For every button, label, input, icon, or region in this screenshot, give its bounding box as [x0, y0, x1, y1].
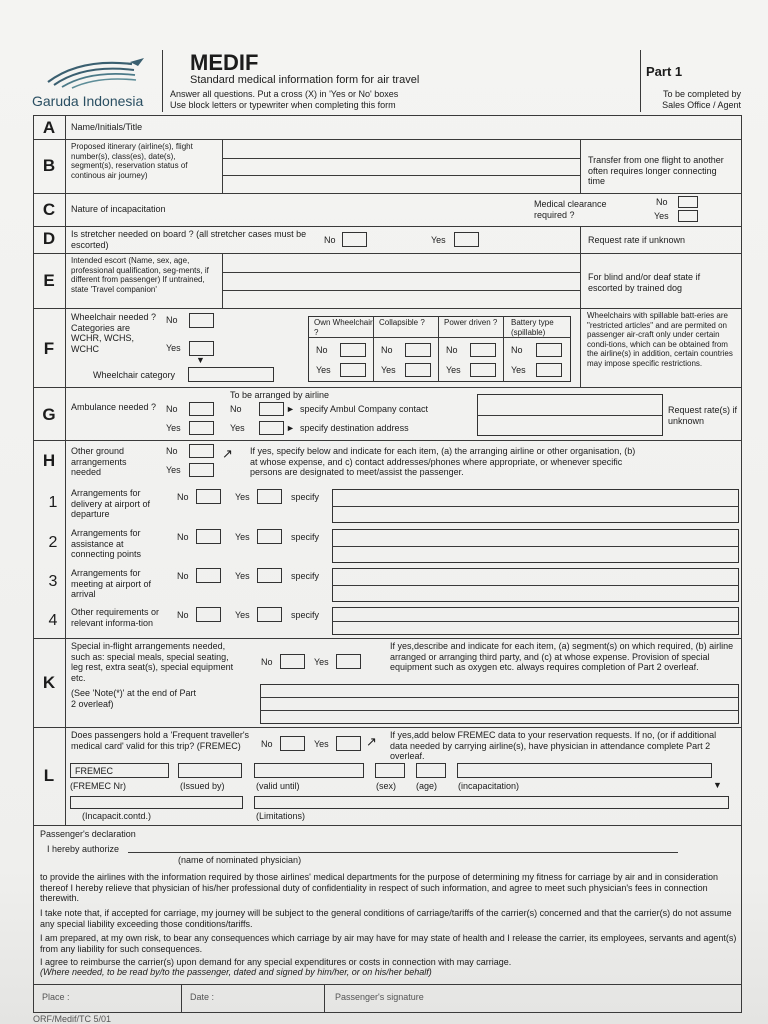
- item-label-4: Other requirements or relevant informa-tion: [71, 607, 160, 628]
- age-caption: (age): [416, 781, 438, 791]
- arrow-right-icon: ►: [286, 404, 295, 414]
- fremec-no-label: No: [261, 739, 273, 749]
- arrow-right-icon: ►: [286, 423, 295, 433]
- item-4-no-checkbox[interactable]: [196, 607, 221, 622]
- own-no-checkbox[interactable]: [340, 343, 366, 357]
- date-label: Date :: [190, 992, 215, 1002]
- own-wheelchair-label: Own Wheelchair ?: [314, 318, 373, 337]
- arranged-by-airline-label: To be arranged by airline: [230, 390, 330, 400]
- issued-by-caption: (Issued by): [180, 781, 225, 791]
- item-2-specify-label: specify: [291, 532, 320, 542]
- item-2-yes-label: Yes: [235, 532, 250, 542]
- item-3-specify-label: specify: [291, 571, 320, 581]
- ambulance-no-label: No: [166, 404, 178, 414]
- section-letter-g: G: [42, 405, 56, 424]
- wheelchair-no-checkbox[interactable]: [189, 313, 214, 328]
- signature-label: Passenger's signature: [335, 992, 424, 1002]
- item-3-yes-checkbox[interactable]: [257, 568, 282, 583]
- escort-label: Intended escort (Name, sex, age, professional qualification, seg-ments, if different from passenger) If untrained, state 'Travel companion': [71, 256, 209, 294]
- stretcher-note: Request rate if unknown: [588, 235, 686, 245]
- inflight-yes-label: Yes: [314, 657, 329, 667]
- escort-line-2[interactable]: [222, 290, 580, 291]
- form-subtitle: Standard medical information form for air travel: [190, 74, 420, 86]
- fremec-yes-checkbox[interactable]: [336, 736, 361, 751]
- battery-yes-checkbox[interactable]: [536, 363, 562, 377]
- ambulance-label: Ambulance needed ?: [71, 402, 157, 412]
- declaration-paragraph-5: (Where needed, to be read by/to the passenger, dated and signed by him/her, or on his/her behalf): [40, 967, 432, 977]
- ambulance-no-checkbox[interactable]: [189, 402, 214, 416]
- ambulance-yes-label: Yes: [166, 423, 181, 433]
- arranged-yes-label: Yes: [230, 423, 245, 433]
- item-number-3: 3: [48, 573, 58, 590]
- valid-until-input[interactable]: [254, 763, 364, 778]
- section-letter-f: F: [43, 339, 55, 358]
- arranged-yes-checkbox[interactable]: [259, 421, 284, 435]
- arrow-down-icon: ▼: [196, 355, 205, 365]
- item-label-2: Arrangements for assistance at connecting points: [71, 528, 142, 559]
- item-number-2: 2: [48, 534, 58, 551]
- sex-input[interactable]: [375, 763, 405, 778]
- fremec-no-checkbox[interactable]: [280, 736, 305, 751]
- collapsible-yes-checkbox[interactable]: [405, 363, 431, 377]
- inflight-label: Special in-flight arrangements needed, such as: special meals, special seating, leg rest, extra seat(s), special equipment etc.: [71, 641, 234, 683]
- item-3-no-label: No: [177, 571, 189, 581]
- section-letter-h: H: [42, 451, 56, 470]
- ground-yes-checkbox[interactable]: [189, 463, 214, 477]
- item-number-4: 4: [48, 612, 58, 629]
- inflight-yes-checkbox[interactable]: [336, 654, 361, 669]
- incapacitation-contd-caption: (Incapacit.contd.): [82, 811, 152, 821]
- instruction-1: Answer all questions. Put a cross (X) in 'Yes or No' boxes: [170, 89, 399, 99]
- arrow-up-right-icon: ↗: [222, 446, 233, 461]
- valid-until-caption: (valid until): [256, 781, 300, 791]
- arrow-up-right-icon: ↗: [366, 734, 377, 749]
- ambulance-yes-checkbox[interactable]: [189, 421, 214, 435]
- power-yes-label: Yes: [446, 365, 461, 375]
- declaration-paragraph-1: to provide the airlines with the information required by those airlines' medical departments for the purpose of determining my fitness for carriage by air and in consideration thereof I hereby relieve that physician of his/her professional duty of confidentiality in respect of such information, and agree to meet such physician's fees in connection therewith.: [40, 872, 719, 903]
- inflight-no-checkbox[interactable]: [280, 654, 305, 669]
- declaration-title: Passenger's declaration: [40, 829, 136, 839]
- power-no-label: No: [446, 345, 458, 355]
- power-yes-checkbox[interactable]: [470, 363, 496, 377]
- instruction-2: Use block letters or typewriter when completing this form: [170, 100, 396, 110]
- stretcher-yes-label: Yes: [431, 235, 446, 245]
- form-title: MEDIF: [190, 50, 259, 75]
- section-letter-e: E: [43, 271, 55, 290]
- destination-address-label: specify destination address: [300, 423, 409, 433]
- wheelchair-category-input[interactable]: [188, 367, 274, 382]
- spillable-battery-note: Wheelchairs with spillable batt-eries are "restricted articles" and are permited on passenger air-craft only under certain condi-tions, which can be obtained from the airline(s) in addition, certain countries may impose specific restrictions.: [587, 311, 733, 368]
- item-4-yes-checkbox[interactable]: [257, 607, 282, 622]
- arrow-down-icon: ▼: [713, 780, 722, 790]
- fremec-note: If yes,add below FREMEC data to your reservation requests. If no, (or if additional data needed by carrying airline(s), have physician in attendance complete Part 2 overleaf.: [390, 730, 717, 761]
- collapsible-no-checkbox[interactable]: [405, 343, 431, 357]
- section-letter-k: K: [42, 673, 56, 692]
- item-4-yes-label: Yes: [235, 610, 250, 620]
- transfer-note: Transfer from one flight to another often requires longer connecting time: [588, 155, 724, 186]
- garuda-logo: [40, 52, 150, 92]
- own-yes-label: Yes: [316, 365, 331, 375]
- clearance-yes-label: Yes: [654, 211, 669, 221]
- inflight-note: If yes,describe and indicate for each item, (a) segment(s) on which required, (b) airline arranged or arranging third party, and (c) at whose expense. Provision of special equipment such as oxygen etc. always requires completion of Part 2 overleaf.: [390, 641, 734, 672]
- ground-note: If yes, specify below and indicate for each item, (a) the arranging airline or other organisation, (b) at whose expense, and c) contact addresses/phones where appropriate, or whenever specific persons are designated to meet/assist the passenger.: [250, 446, 636, 477]
- collapsible-yes-label: Yes: [381, 365, 396, 375]
- item-2-yes-checkbox[interactable]: [257, 529, 282, 544]
- section-letter-b: B: [42, 156, 56, 175]
- fremec-value: FREMEC: [75, 766, 113, 776]
- escort-line-1[interactable]: [222, 272, 580, 273]
- power-driven-label: Power driven ?: [444, 318, 498, 327]
- sex-caption: (sex): [376, 781, 396, 791]
- place-label: Place :: [42, 992, 70, 1002]
- inflight-details-input[interactable]: [260, 684, 739, 724]
- battery-no-checkbox[interactable]: [536, 343, 562, 357]
- name-label: Name/Initials/Title: [71, 122, 143, 132]
- power-no-checkbox[interactable]: [470, 343, 496, 357]
- itinerary-label: Proposed itinerary (airline(s), flight number(s), class(es), date(s), segment(s), reservation status of continous air journey): [71, 142, 193, 180]
- arranged-no-label: No: [230, 404, 242, 414]
- part-label: Part 1: [646, 64, 683, 79]
- incapacitation-label: Nature of incapacitation: [71, 204, 166, 214]
- authorize-label: I hereby authorize: [47, 844, 120, 854]
- clearance-no-checkbox[interactable]: [678, 196, 698, 208]
- fremec-yes-label: Yes: [314, 739, 329, 749]
- item-1-yes-label: Yes: [235, 492, 250, 502]
- battery-no-label: No: [511, 345, 523, 355]
- item-1-yes-checkbox[interactable]: [257, 489, 282, 504]
- battery-type-label: Battery type (spillable): [511, 318, 554, 337]
- limitations-caption: (Limitations): [256, 811, 306, 821]
- stretcher-yes-checkbox[interactable]: [454, 232, 479, 247]
- wheelchair-yes-label: Yes: [166, 343, 181, 353]
- brand-name: Garuda Indonesia: [32, 93, 144, 109]
- issued-by-input[interactable]: [178, 763, 242, 778]
- stretcher-no-checkbox[interactable]: [342, 232, 367, 247]
- inflight-no-label: No: [261, 657, 273, 667]
- fremec-question-label: Does passengers hold a 'Frequent traveller's medical card' valid for this trip? (FREMEC): [71, 730, 250, 751]
- item-label-3: Arrangements for meeting at airport of arrival: [71, 568, 152, 599]
- stretcher-label: Is stretcher needed on board ? (all stretcher cases must be escorted): [71, 229, 307, 250]
- own-yes-checkbox[interactable]: [340, 363, 366, 377]
- physician-name-line[interactable]: [128, 852, 678, 853]
- garuda-bird-icon: [40, 52, 150, 92]
- item-2-no-checkbox[interactable]: [196, 529, 221, 544]
- declaration-paragraph-4: I agree to reimburse the carrier(s) upon demand for any special expenditures or costs in connection with may carriage.: [40, 957, 512, 967]
- clearance-label: Medical clearance required ?: [534, 199, 607, 220]
- item-4-specify-label: specify: [291, 610, 320, 620]
- battery-yes-label: Yes: [511, 365, 526, 375]
- item-label-1: Arrangements for delivery at airport of departure: [71, 488, 151, 519]
- own-no-label: No: [316, 345, 328, 355]
- arranged-no-checkbox[interactable]: [259, 402, 284, 416]
- item-2-no-label: No: [177, 532, 189, 542]
- section-letter-c: C: [42, 200, 56, 219]
- guide-dog-note: For blind and/or deaf state if escorted by trained dog: [588, 272, 701, 293]
- wheelchair-label: Wheelchair needed ? Categories are WCHR, WCHS, WCHC: [71, 312, 157, 354]
- ground-yes-label: Yes: [166, 465, 181, 475]
- clearance-yes-checkbox[interactable]: [678, 210, 698, 222]
- physician-caption: (name of nominated physician): [178, 855, 302, 865]
- ambulance-rate-note: Request rate(s) if unknown: [668, 405, 738, 426]
- wheelchair-yes-checkbox[interactable]: [189, 341, 214, 356]
- limitations-input[interactable]: [254, 796, 729, 809]
- form-code: ORF/Medif/TC 5/01: [33, 1014, 112, 1024]
- stretcher-no-label: No: [324, 235, 336, 245]
- item-3-yes-label: Yes: [235, 571, 250, 581]
- section-letter-l: L: [43, 766, 55, 785]
- wheelchair-category-label: Wheelchair category: [93, 370, 176, 380]
- collapsible-label: Collapsible ?: [379, 318, 425, 327]
- incapacitation-input[interactable]: [457, 763, 712, 778]
- collapsible-no-label: No: [381, 345, 393, 355]
- item-3-no-checkbox[interactable]: [196, 568, 221, 583]
- ground-no-label: No: [166, 446, 178, 456]
- section-letter-d: D: [42, 229, 56, 248]
- item-4-no-label: No: [177, 610, 189, 620]
- ground-arrangements-label: Other ground arrangements needed: [71, 446, 127, 477]
- item-1-no-checkbox[interactable]: [196, 489, 221, 504]
- item-1-specify-label: specify: [291, 492, 320, 502]
- incapacitation-contd-input[interactable]: [70, 796, 243, 809]
- item-1-no-label: No: [177, 492, 189, 502]
- see-note-label: (See 'Note(*)' at the end of Part 2 overleaf): [71, 688, 197, 709]
- ambul-contact-label: specify Ambul Company contact: [300, 404, 429, 414]
- section-letter-a: A: [42, 118, 56, 137]
- declaration-paragraph-3: I am prepared, at my own risk, to bear any consequences which carriage by air may have for may state of health and I release the carrier, its employees, servants and agent(s) from any liability for such consequences.: [40, 933, 737, 954]
- fremec-nr-caption: (FREMEC Nr): [70, 781, 126, 791]
- clearance-no-label: No: [656, 197, 668, 207]
- ground-no-checkbox[interactable]: [189, 444, 214, 458]
- declaration-paragraph-2: I take note that, if accepted for carriage, my journey will be subject to the general conditions of carriage/tariffs of the carrier(s) concerned and that the carrier(s) do not assume any special liability exceeding those conditions/tariffs.: [40, 908, 732, 929]
- wheelchair-no-label: No: [166, 315, 178, 325]
- part-note: To be completed by Sales Office / Agent: [662, 89, 741, 110]
- age-input[interactable]: [416, 763, 446, 778]
- item-number-1: 1: [48, 494, 58, 511]
- itinerary-line-2[interactable]: [222, 175, 580, 176]
- incapacitation-caption: (incapacitation): [458, 781, 520, 791]
- itinerary-line-1[interactable]: [222, 158, 580, 159]
